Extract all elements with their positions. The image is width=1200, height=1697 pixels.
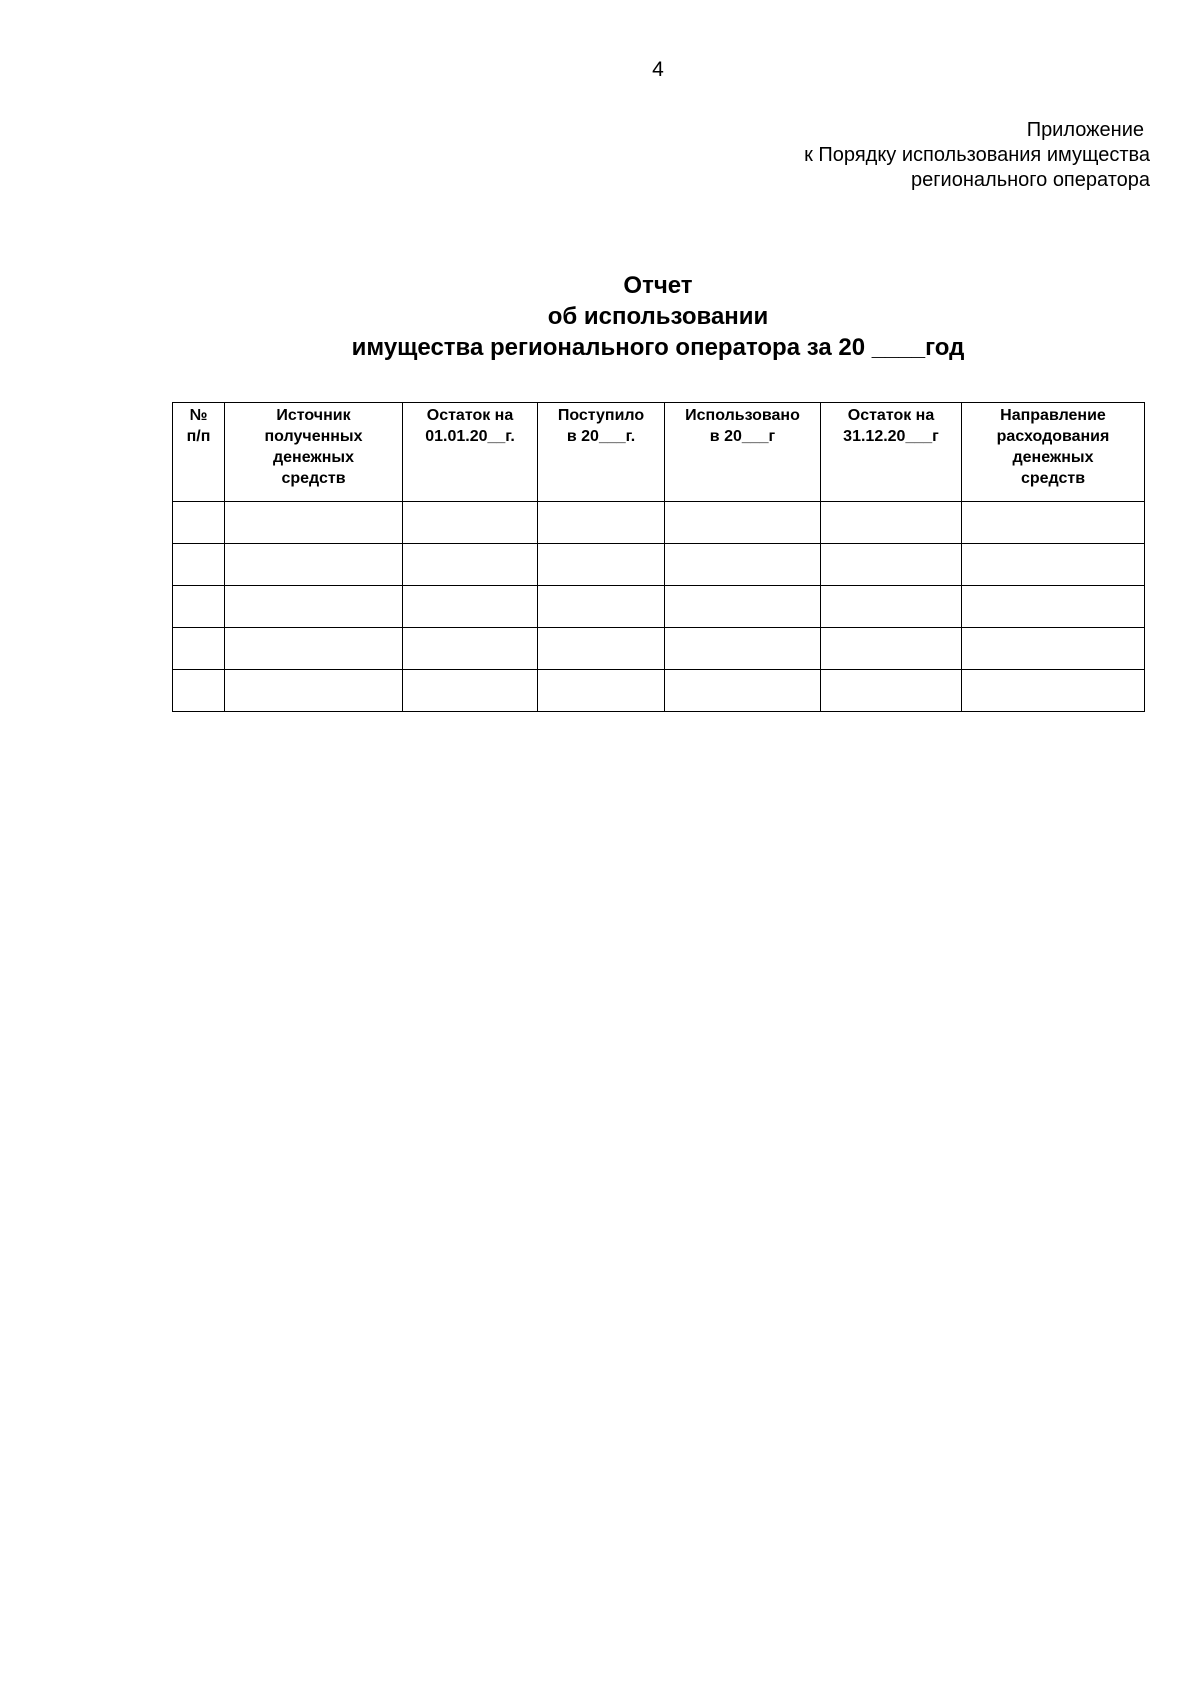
table-cell xyxy=(538,544,665,586)
table-row xyxy=(173,670,1145,712)
table-cell xyxy=(403,586,538,628)
table-cell xyxy=(665,586,821,628)
appendix-line-3: регионального оператора xyxy=(911,169,1150,191)
table-header-row xyxy=(173,403,1145,502)
table-cell xyxy=(538,586,665,628)
table-cell xyxy=(538,670,665,712)
table-cell xyxy=(962,586,1145,628)
table-cell xyxy=(821,628,962,670)
table-cell xyxy=(538,502,665,544)
table-cell xyxy=(962,628,1145,670)
table-cell xyxy=(225,670,403,712)
table-cell xyxy=(403,502,538,544)
title-line-3: имущества регионального оператора за 20 ____год xyxy=(351,334,965,361)
page-number: 4 xyxy=(652,58,664,81)
table-cell xyxy=(225,586,403,628)
table-cell xyxy=(821,586,962,628)
table-row xyxy=(173,502,1145,544)
header-closing-balance: Остаток на 31.12.20___г xyxy=(821,403,962,502)
report-title xyxy=(0,270,1200,363)
table-cell xyxy=(665,544,821,586)
table-cell xyxy=(173,670,225,712)
table-cell xyxy=(962,502,1145,544)
header-row-number: № п/п xyxy=(173,403,225,502)
table-cell xyxy=(173,586,225,628)
table-cell xyxy=(665,670,821,712)
table-row xyxy=(173,586,1145,628)
appendix-line-2: к Порядку использования имущества xyxy=(804,144,1150,166)
table-cell xyxy=(403,628,538,670)
table-row xyxy=(173,628,1145,670)
table-cell xyxy=(225,628,403,670)
table-cell xyxy=(821,670,962,712)
table-row xyxy=(173,544,1145,586)
header-received: Поступило в 20___г. xyxy=(538,403,665,502)
header-spending-direction: Направление расходования денежных средств xyxy=(962,403,1145,502)
table-cell xyxy=(962,670,1145,712)
appendix-note xyxy=(804,118,1150,193)
table-cell xyxy=(962,544,1145,586)
table-cell xyxy=(225,544,403,586)
header-opening-balance: Остаток на 01.01.20__г. xyxy=(403,403,538,502)
table-cell xyxy=(665,628,821,670)
table-cell xyxy=(821,544,962,586)
table-cell xyxy=(403,544,538,586)
table-cell xyxy=(538,628,665,670)
table-cell xyxy=(225,502,403,544)
table-cell xyxy=(173,544,225,586)
title-line-1: Отчет xyxy=(623,272,693,299)
table-cell xyxy=(173,628,225,670)
report-table xyxy=(172,402,1145,712)
header-used: Использовано в 20___г xyxy=(665,403,821,502)
title-line-2: об использовании xyxy=(547,303,769,330)
table-cell xyxy=(403,670,538,712)
table-cell xyxy=(173,502,225,544)
appendix-line-1: Приложение xyxy=(1026,119,1144,141)
header-funds-source: Источник полученных денежных средств xyxy=(225,403,403,502)
table-cell xyxy=(821,502,962,544)
table-cell xyxy=(665,502,821,544)
